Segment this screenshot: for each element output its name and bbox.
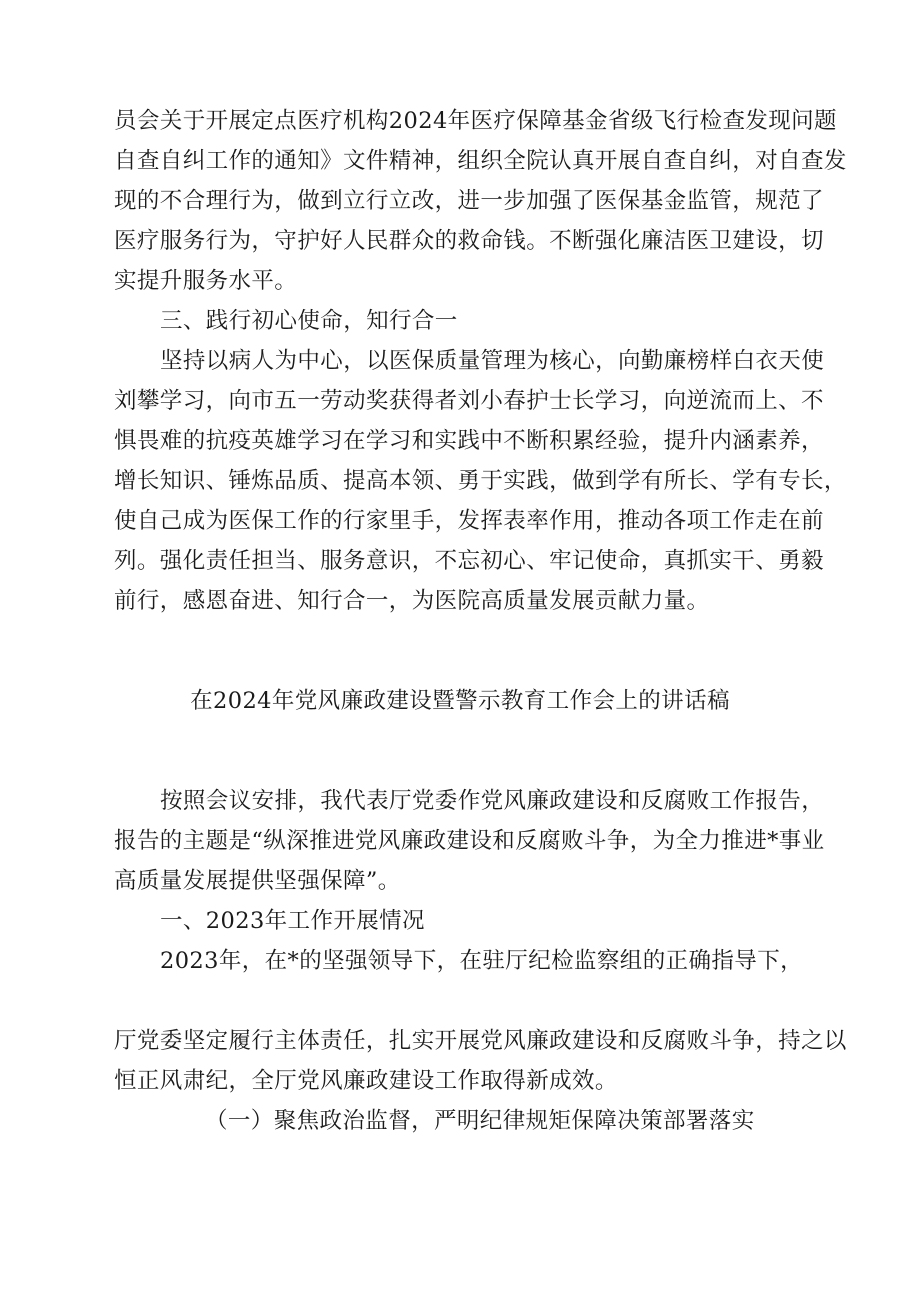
para-line: 医疗服务行为，守护好人民群众的救命钱。不断强化廉洁医卫建设，切 — [114, 228, 824, 254]
para-line: 使自己成为医保工作的行家里手，发挥表率作用，推动各项工作走在前 — [114, 508, 824, 534]
para-line: 厅党委坚定履行主体责任，扎实开展党风廉政建设和反腐败斗争，持之以 — [114, 1028, 847, 1054]
para-line: 前行，感恩奋进、知行合一，为医院高质量发展贡献力量。 — [114, 588, 710, 614]
para-line: 2023年，在*的坚强领导下，在驻厅纪检监察组的正确指导下， — [160, 948, 804, 974]
para-line: 列。强化责任担当、服务意识，不忘初心、牢记使命，真抓实干、勇毅 — [114, 548, 824, 574]
section-heading: 一、2023年工作开展情况 — [160, 908, 425, 934]
para-line: 惧畏难的抗疫英雄学习在学习和实践中不断积累经验，提升内涵素养， — [114, 428, 824, 454]
subsection-heading: （一）聚焦政治监督，严明纪律规矩保障决策部署落实 — [205, 1108, 755, 1134]
para-line: 高质量发展提供坚强保障”。 — [114, 868, 401, 894]
para-line: 实提升服务水平。 — [114, 268, 298, 294]
para-line: 按照会议安排，我代表厅党委作党风廉政建设和反腐败工作报告， — [160, 788, 825, 814]
para-line: 现的不合理行为，做到立行立改，进一步加强了医保基金监管，规范了 — [114, 188, 824, 214]
para-line: 员会关于开展定点医疗机构2024年医疗保障基金省级飞行检查发现问题 — [114, 108, 837, 134]
para-line: 报告的主题是“纵深推进党风廉政建设和反腐败斗争，为全力推进*事业 — [114, 828, 825, 854]
section-heading: 三、践行初心使命，知行合一 — [160, 308, 458, 334]
para-line: 增长知识、锤炼品质、提高本领、勇于实践，做到学有所长、学有专长， — [114, 468, 847, 494]
para-line: 恒正风肃纪，全厅党风廉政建设工作取得新成效。 — [114, 1068, 618, 1094]
para-line: 坚持以病人为中心，以医保质量管理为核心，向勤廉榜样白衣天使 — [160, 348, 825, 374]
speech-title: 在2024年党风廉政建设暨警示教育工作会上的讲话稿 — [190, 688, 730, 714]
para-line: 自查自纠工作的通知》文件精神，组织全院认真开展自查自纠，对自查发 — [114, 148, 847, 174]
para-line: 刘攀学习，向市五一劳动奖获得者刘小春护士长学习，向逆流而上、不 — [114, 388, 824, 414]
